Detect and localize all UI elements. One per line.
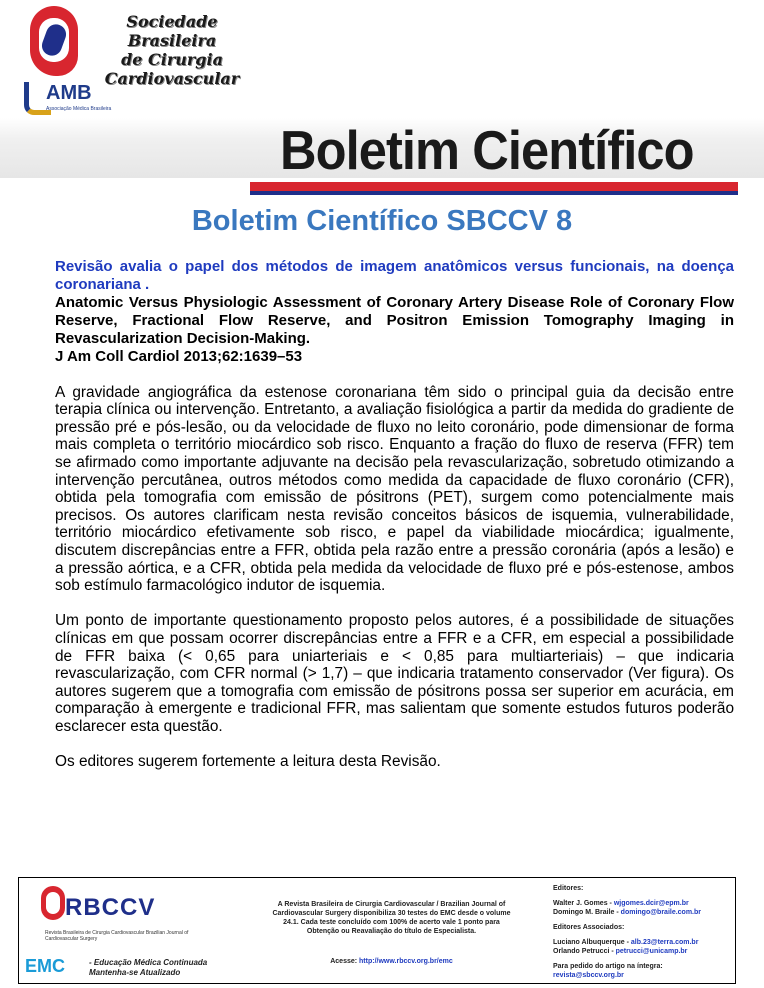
rbccv-heart-icon — [41, 886, 65, 920]
amb-name: AMB — [46, 82, 92, 104]
editor-2 — [553, 908, 733, 917]
editor-2-email-link[interactable]: domingo@braile.com.br — [620, 909, 702, 916]
emc-tagline-line-2: Mantenha-se Atualizado — [89, 968, 181, 977]
emc-tagline — [89, 958, 207, 978]
editors-block — [553, 884, 733, 980]
page-footer — [18, 877, 736, 984]
article-citation: J Am Coll Cardiol 2013;62:1639–53 — [55, 348, 303, 365]
editor-2-name: Domingo M. Braile - — [553, 909, 621, 916]
editor-1-email-link[interactable]: wjgomes.dcir@epm.br — [613, 900, 689, 907]
sbccv-name-line-1: Sociedade Brasileira — [126, 12, 218, 50]
assoc-editor-2-name: Orlando Petrucci - — [553, 948, 616, 955]
assoc-editor-2 — [553, 947, 733, 956]
assoc-editor-2-email-link[interactable]: petrucci@unicamp.br — [615, 948, 688, 955]
amb-subtitle: Associação Médica Brasileira — [46, 106, 112, 112]
article-paragraph-2: Um ponto de importante questionamento proposto pelos autores, é a possibilidade de situações clínicas em que possam ocorrer discrepâncias entre a FFR e a CFR, em especial a possibilidade de FFR baixa (< 0,65 para uniarteriais e < 0,85 para multiarteriais) – que indicaria revascularização, com CFR normal (> 1,7) – que indicaria tratamento conservador (Ver figura). Os autores sugerem que a tomografia com emissão de pósitrons possa ser superior em acurácia, em comparação à emergente e tradicional FFR, mas salientam que somente estudos futuros poderão esclarecer esta questão. — [55, 612, 734, 735]
access-line — [269, 958, 514, 965]
order-email-link[interactable]: revista@sbccv.org.br — [553, 972, 624, 979]
article-paragraph-1: A gravidade angiográfica da estenose coronariana têm sido o principal guia da decisão entre terapia clínica ou intervenção. Entretanto, a avaliação fisiológica a partir da medida do gradiente de pressão pré e pós-lesão, ou da velocidade de fluxo no leito coronário, pode dimensionar de forma mais completa o território miocárdico sob risco. Enquanto a fração do fluxo de reserva (FFR) tem se afirmado como importante adjuvante na decisão pela revascularização, sobretudo otimizando a intervenção percutânea, outros métodos como medida da capacidade de fluxo coronário (CFR), obtida pela tomografia com emissão de pósitrons (PET), surgem como potencialmente mais precisos. Os autores clarificam nesta revisão conceitos básicos de isquemia, vulnerabilidade, território miocárdico efetivamente sob risco, e papel da viabilidade miocárdica; igualmente, discutem discrepâncias entre a FFR, obtida pela razão entre a pressão coronária (após a lesão) e a pressão aórtica, e a CFR, obtida pela medida da velocidade de fluxo pré e pós-estenose, ambos sob estímulo farmacológico indutor de isquemia. — [55, 383, 734, 595]
article-headline: Revisão avalia o papel dos métodos de imagem anatômicos versus funcionais, na doença coronariana . — [55, 258, 734, 293]
editor-1 — [553, 899, 733, 908]
access-link[interactable]: http://www.rbccv.org.br/emc — [359, 958, 453, 965]
emc-info-text: A Revista Brasileira de Cirurgia Cardiovascular / Brazilian Journal of Cardiovascular Surgery disponibiliza 30 testes do EMC desde o volume 24.1. Cada teste concluído com 100% de acerto vale 1 ponto para Obtenção ou Reavaliação do título de Especialista. — [272, 901, 511, 935]
sbccv-name-line-2: de Cirurgia — [121, 50, 223, 69]
assoc-editor-1-email-link[interactable]: alb.23@terra.com.br — [630, 939, 699, 946]
page-header — [0, 0, 764, 200]
access-label: Acesse: — [330, 958, 360, 965]
sbccv-heart-logo-icon — [30, 6, 78, 76]
article-paragraph-3: Os editores sugerem fortemente a leitura desta Revisão. — [55, 753, 441, 771]
boletim-title: Boletim Científico — [280, 119, 694, 181]
editor-1-name: Walter J. Gomes - — [553, 900, 614, 907]
rbccv-logo — [25, 884, 189, 944]
assoc-editor-1-name: Luciano Albuquerque - — [553, 939, 631, 946]
rbccv-name: RBCCV — [65, 894, 156, 921]
article-reference-title: Anatomic Versus Physiologic Assessment of Coronary Artery Disease Role of Coronary Flow Reserve, Fractional Flow Reserve, and Positron Emission Tomography Imaging in Revascularization Decision-Making. — [55, 294, 734, 347]
sbccv-name — [82, 12, 262, 88]
page-title: Boletim Científico SBCCV 8 — [191, 205, 573, 237]
order-label: Para pedido do artigo na íntegra: — [553, 963, 663, 970]
rbccv-subtitle: Revista Brasileira de Cirurgia Cardiovascular Brazilian Journal of Cardiovascular Surgery — [45, 930, 189, 942]
editors-label: Editores: — [553, 885, 584, 892]
associate-editors-label: Editores Associados: — [553, 924, 625, 931]
title-red-bar — [250, 182, 738, 191]
emc-logo: EMC — [25, 956, 65, 976]
article-content — [55, 258, 734, 771]
sbccv-name-line-3: Cardiovascular — [104, 69, 240, 88]
assoc-editor-1 — [553, 938, 733, 947]
emc-tagline-line-1: - Educação Médica Continuada — [89, 958, 208, 967]
title-blue-bar — [250, 191, 738, 195]
amb-logo — [24, 78, 124, 118]
